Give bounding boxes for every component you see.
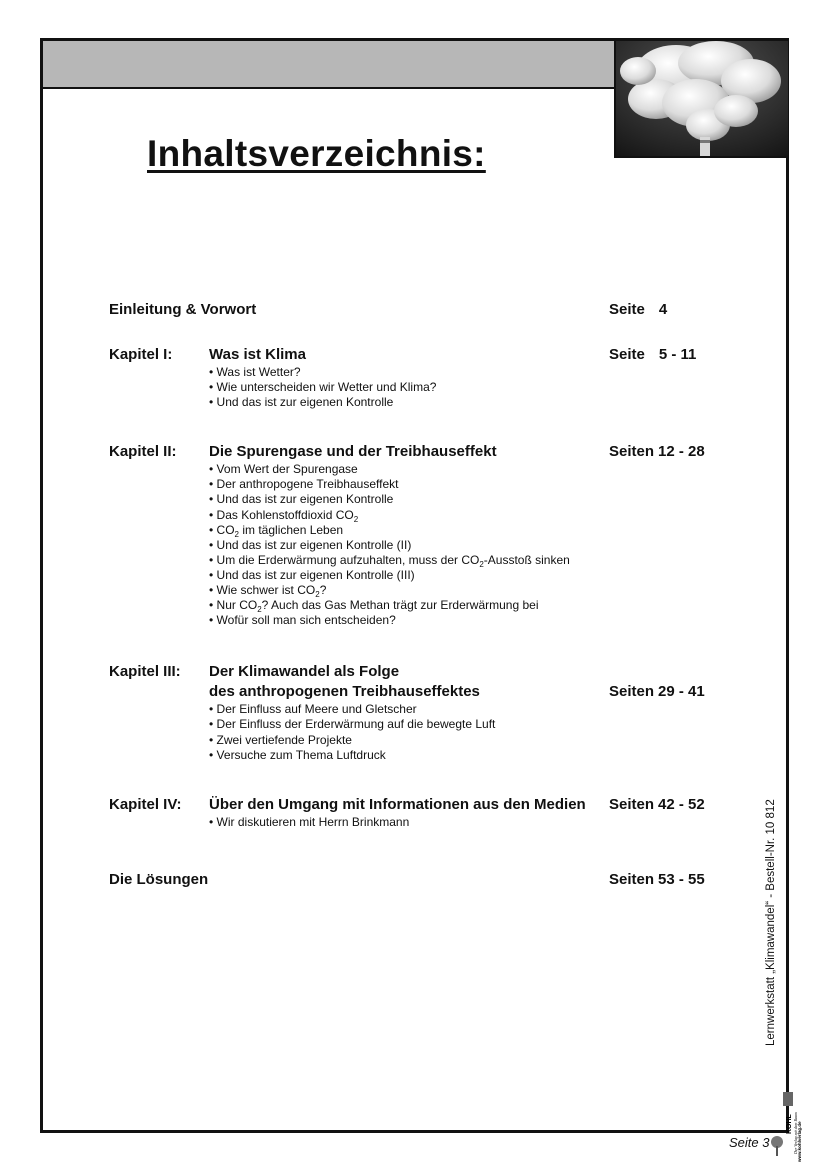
chapter-3-row bbox=[109, 662, 669, 682]
chapter-3-items bbox=[109, 702, 669, 762]
solutions-label: Die Lösungen bbox=[109, 870, 209, 888]
list-item: • Wofür soll man sich entscheiden? bbox=[209, 613, 396, 628]
order-number-note: Lernwerkstatt „Klimawandel“ - Bestell-Nr. 10 812 bbox=[765, 799, 777, 1046]
chapter-1-row bbox=[109, 345, 697, 365]
chapter-2-items bbox=[109, 462, 669, 628]
smokestack-photo bbox=[614, 41, 788, 158]
chapter-4-label: Kapitel IV: bbox=[109, 795, 182, 813]
chapter-2-pages: Seiten 12 - 28 bbox=[609, 443, 705, 461]
list-item: • Der Einfluss der Erderwärmung auf die bewegte Luft bbox=[209, 717, 496, 732]
smokestack-image bbox=[616, 41, 788, 156]
chapter-3-title-line-2: des anthropogenen Treibhauseffektes bbox=[209, 683, 480, 701]
header-bar bbox=[43, 41, 614, 89]
page-number: Seite 3 bbox=[729, 1135, 770, 1150]
publisher-url: www.kohlverlag.de bbox=[797, 1121, 802, 1162]
chapter-2-row bbox=[109, 442, 705, 462]
chapter-3-label: Kapitel III: bbox=[109, 663, 181, 681]
table-of-contents bbox=[109, 300, 705, 890]
publisher-name: KOHL bbox=[786, 1114, 793, 1134]
chapter-4-items bbox=[109, 815, 669, 830]
list-item: • Der anthropogene Treibhauseffekt bbox=[209, 477, 399, 492]
list-item: • Versuche zum Thema Luftdruck bbox=[209, 747, 386, 762]
chapter-4-row bbox=[109, 795, 705, 815]
list-item: • Um die Erderwärmung aufzuhalten, muss der $CO_2$-Ausstoß sinken bbox=[209, 552, 570, 569]
list-item: • Das Kohlenstoffdioxid $CO_2$ bbox=[209, 507, 359, 524]
list-item: • Der Einfluss auf Meere und Gletscher bbox=[209, 702, 417, 717]
list-item: • Vom Wert der Spurengase bbox=[209, 462, 358, 477]
chapter-1-label: Kapitel I: bbox=[109, 346, 173, 363]
publisher-tagline: Der Verlag mit dem Baum bbox=[793, 1112, 798, 1154]
list-item: • Was ist Wetter? bbox=[209, 365, 301, 379]
chapter-2-label: Kapitel II: bbox=[109, 443, 177, 461]
chapter-4-pages: Seiten 42 - 52 bbox=[609, 795, 705, 813]
solutions-row bbox=[109, 870, 705, 890]
chapter-4-title: Über den Umgang mit Informationen aus den Medien bbox=[209, 795, 586, 813]
list-item: • Wie unterscheiden wir Wetter und Klima? bbox=[209, 380, 437, 395]
intro-row bbox=[109, 300, 669, 320]
intro-pages: Seite 4 bbox=[609, 301, 668, 318]
chapter-2-title: Die Spurengase und der Treibhauseffekt bbox=[209, 443, 497, 461]
solutions-pages: Seiten 53 - 55 bbox=[609, 870, 705, 888]
chapter-1-title: Was ist Klima bbox=[209, 346, 306, 363]
list-item: • Wir diskutieren mit Herrn Brinkmann bbox=[209, 814, 410, 829]
chapter-1-items bbox=[109, 365, 669, 410]
list-item: • Nur $CO_2$? Auch das Gas Methan trägt zur Erderwärmung bei bbox=[209, 598, 539, 615]
list-item: • Und das ist zur eigenen Kontrolle bbox=[209, 395, 394, 410]
chapter-3-row-2 bbox=[109, 682, 705, 702]
list-item: • Und das ist zur eigenen Kontrolle (III) bbox=[209, 567, 415, 582]
list-item: • Und das ist zur eigenen Kontrolle bbox=[209, 492, 394, 507]
list-item: • $CO_2$ im täglichen Leben bbox=[209, 522, 344, 539]
list-item: • Wie schwer ist $CO_2$? bbox=[209, 583, 327, 600]
list-item: • Und das ist zur eigenen Kontrolle (II) bbox=[209, 537, 412, 552]
list-item: • Zwei vertiefende Projekte bbox=[209, 732, 352, 747]
chapter-1-pages: Seite 5 - 11 bbox=[609, 346, 697, 363]
chapter-3-pages: Seiten 29 - 41 bbox=[609, 683, 705, 701]
publisher-logo bbox=[770, 1090, 800, 1162]
page-title: Inhaltsverzeichnis: bbox=[147, 133, 486, 174]
chapter-3-title-line-1: Der Klimawandel als Folge bbox=[209, 663, 400, 681]
intro-label: Einleitung & Vorwort bbox=[109, 301, 257, 318]
